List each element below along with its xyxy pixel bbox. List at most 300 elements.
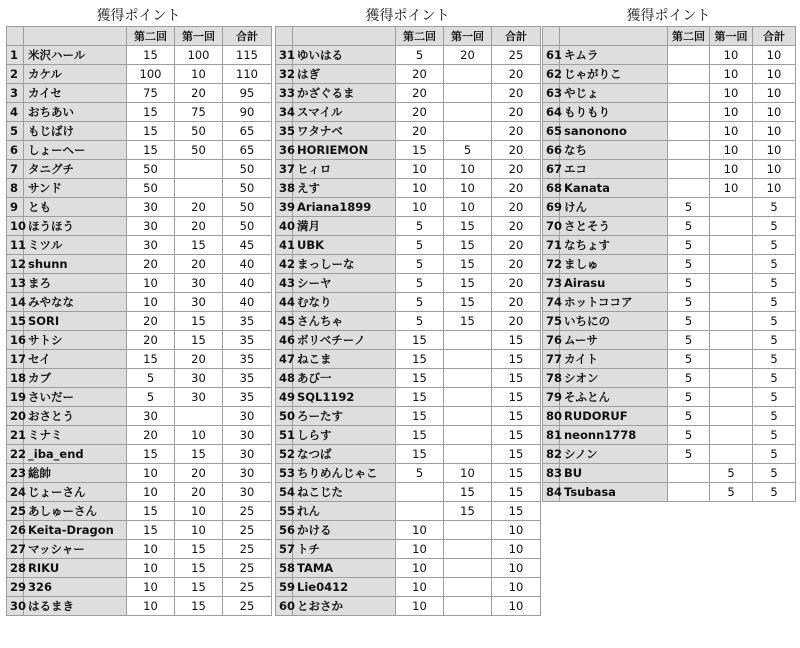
rank-cell: 54 — [276, 483, 293, 502]
total-cell: 90 — [223, 103, 272, 122]
total-cell: 15 — [492, 464, 541, 483]
table-row — [543, 369, 796, 388]
rank-cell: 23 — [7, 464, 24, 483]
round2-cell: 10 — [396, 578, 444, 597]
total-cell: 10 — [753, 141, 796, 160]
rank-header — [7, 27, 24, 46]
round1-cell: 15 — [175, 559, 223, 578]
round2-cell: 5 — [396, 274, 444, 293]
table-row — [7, 103, 272, 122]
rank-cell: 74 — [543, 293, 560, 312]
round2-cell: 15 — [396, 331, 444, 350]
rank-cell: 20 — [7, 407, 24, 426]
table-row — [276, 236, 541, 255]
total-cell: 40 — [223, 255, 272, 274]
rank-cell: 2 — [7, 65, 24, 84]
round2-cell: 20 — [396, 122, 444, 141]
round2-cell: 5 — [668, 255, 710, 274]
total-cell: 15 — [492, 388, 541, 407]
round2-cell: 20 — [396, 103, 444, 122]
round1-cell: 20 — [175, 84, 223, 103]
round2-cell: 10 — [127, 540, 175, 559]
rank-cell: 24 — [7, 483, 24, 502]
table-row — [7, 521, 272, 540]
panel-title: 獲得ポイント — [96, 8, 181, 24]
rank-cell: 16 — [7, 331, 24, 350]
rank-cell: 31 — [276, 46, 293, 65]
round2-cell: 5 — [396, 236, 444, 255]
round1-cell — [710, 350, 753, 369]
table-row — [543, 65, 796, 84]
total-cell: 5 — [753, 293, 796, 312]
total-cell: 10 — [492, 559, 541, 578]
table-row — [276, 407, 541, 426]
round1-cell: 10 — [710, 84, 753, 103]
name-cell: ろーたす — [293, 407, 396, 426]
name-cell: Tsubasa — [560, 483, 668, 502]
rank-cell: 6 — [7, 141, 24, 160]
table-header-row — [543, 27, 796, 46]
table-row — [276, 141, 541, 160]
round1-cell: 10 — [175, 502, 223, 521]
rank-cell: 21 — [7, 426, 24, 445]
table-row — [276, 483, 541, 502]
round2-cell: 15 — [127, 521, 175, 540]
round1-cell: 15 — [444, 255, 492, 274]
round1-cell — [710, 407, 753, 426]
total-cell: 25 — [223, 502, 272, 521]
round2-cell — [396, 502, 444, 521]
round2-cell: 10 — [396, 179, 444, 198]
name-cell: SORI — [24, 312, 127, 331]
name-cell: Ariana1899 — [293, 198, 396, 217]
round1-cell: 15 — [444, 274, 492, 293]
round1-cell: 10 — [444, 464, 492, 483]
name-cell: ヒィロ — [293, 160, 396, 179]
round2-cell: 5 — [668, 236, 710, 255]
table-row — [543, 255, 796, 274]
rank-cell: 61 — [543, 46, 560, 65]
round2-cell: 10 — [127, 597, 175, 616]
total-cell: 10 — [492, 521, 541, 540]
round2-cell: 5 — [668, 312, 710, 331]
name-cell: Kanata — [560, 179, 668, 198]
name-cell: サトシ — [24, 331, 127, 350]
round2-cell: 5 — [668, 198, 710, 217]
total-cell: 10 — [492, 578, 541, 597]
round1-cell: 15 — [175, 312, 223, 331]
name-cell: みやなな — [24, 293, 127, 312]
total-cell: 5 — [753, 388, 796, 407]
round1-cell: 10 — [710, 46, 753, 65]
round1-cell — [710, 426, 753, 445]
name-cell: えす — [293, 179, 396, 198]
table-row — [276, 84, 541, 103]
total-cell: 5 — [753, 407, 796, 426]
round2-header: 第二回 — [668, 27, 710, 46]
table-row — [7, 597, 272, 616]
table-row — [543, 464, 796, 483]
table-row — [7, 122, 272, 141]
total-cell: 30 — [223, 426, 272, 445]
round1-cell — [444, 578, 492, 597]
round2-cell — [668, 103, 710, 122]
name-cell: サンド — [24, 179, 127, 198]
table-row — [543, 160, 796, 179]
table-row — [276, 293, 541, 312]
round2-cell: 15 — [127, 350, 175, 369]
rank-cell: 35 — [276, 122, 293, 141]
rank-cell: 56 — [276, 521, 293, 540]
rank-cell: 70 — [543, 217, 560, 236]
total-cell: 45 — [223, 236, 272, 255]
round2-cell: 5 — [668, 331, 710, 350]
name-header — [293, 27, 396, 46]
table-row — [276, 350, 541, 369]
table-row — [543, 236, 796, 255]
round2-cell: 20 — [127, 331, 175, 350]
rank-cell: 47 — [276, 350, 293, 369]
points-panel-2 — [275, 0, 540, 616]
name-cell: そふとん — [560, 388, 668, 407]
rank-cell: 52 — [276, 445, 293, 464]
table-row — [543, 445, 796, 464]
total-cell: 20 — [492, 236, 541, 255]
total-cell: 25 — [223, 578, 272, 597]
total-cell: 40 — [223, 293, 272, 312]
table-header-row — [7, 27, 272, 46]
total-cell: 15 — [492, 502, 541, 521]
round2-header: 第二回 — [396, 27, 444, 46]
round2-cell: 10 — [396, 198, 444, 217]
round1-cell: 15 — [444, 217, 492, 236]
round2-cell: 30 — [127, 217, 175, 236]
name-cell: ホットココア — [560, 293, 668, 312]
round1-cell: 30 — [175, 274, 223, 293]
total-cell: 15 — [492, 407, 541, 426]
name-cell: けん — [560, 198, 668, 217]
table-row — [276, 578, 541, 597]
round1-cell: 10 — [444, 179, 492, 198]
total-cell: 5 — [753, 331, 796, 350]
round1-cell — [710, 445, 753, 464]
rank-cell: 7 — [7, 160, 24, 179]
table-row — [276, 331, 541, 350]
table-row — [276, 217, 541, 236]
total-cell: 50 — [223, 198, 272, 217]
round2-cell: 10 — [127, 464, 175, 483]
total-cell: 25 — [223, 559, 272, 578]
total-cell: 35 — [223, 350, 272, 369]
total-cell: 5 — [753, 369, 796, 388]
name-cell: セイ — [24, 350, 127, 369]
round2-cell: 5 — [668, 407, 710, 426]
name-cell: さとそう — [560, 217, 668, 236]
total-cell: 5 — [753, 350, 796, 369]
name-cell: ねこじた — [293, 483, 396, 502]
rank-cell: 82 — [543, 445, 560, 464]
name-cell: 満月 — [293, 217, 396, 236]
round1-cell — [710, 236, 753, 255]
round1-cell — [710, 388, 753, 407]
round2-cell: 15 — [396, 350, 444, 369]
round2-cell: 15 — [127, 502, 175, 521]
total-cell: 20 — [492, 65, 541, 84]
round1-cell: 15 — [175, 445, 223, 464]
points-table — [6, 26, 272, 616]
name-cell: Lie0412 — [293, 578, 396, 597]
rank-cell: 11 — [7, 236, 24, 255]
round2-cell: 5 — [396, 46, 444, 65]
rank-cell: 57 — [276, 540, 293, 559]
round1-cell — [444, 426, 492, 445]
total-cell: 5 — [753, 236, 796, 255]
rank-cell: 10 — [7, 217, 24, 236]
rank-cell: 14 — [7, 293, 24, 312]
rank-cell: 63 — [543, 84, 560, 103]
table-row — [276, 464, 541, 483]
total-cell: 15 — [492, 369, 541, 388]
name-cell: なち — [560, 141, 668, 160]
round2-cell: 10 — [127, 483, 175, 502]
round1-cell — [444, 407, 492, 426]
round1-cell: 15 — [444, 236, 492, 255]
total-cell: 50 — [223, 217, 272, 236]
round1-cell: 5 — [444, 141, 492, 160]
name-cell: シノン — [560, 445, 668, 464]
name-cell: カイト — [560, 350, 668, 369]
table-row — [276, 540, 541, 559]
name-cell: ワタナベ — [293, 122, 396, 141]
total-cell: 10 — [753, 179, 796, 198]
name-cell: ゆいはる — [293, 46, 396, 65]
round2-cell: 5 — [668, 388, 710, 407]
table-row — [543, 331, 796, 350]
round1-cell — [444, 445, 492, 464]
rank-cell: 40 — [276, 217, 293, 236]
table-row — [7, 293, 272, 312]
round1-cell: 10 — [710, 65, 753, 84]
name-cell: TAMA — [293, 559, 396, 578]
round1-cell — [175, 407, 223, 426]
round1-header: 第一回 — [444, 27, 492, 46]
rank-cell: 28 — [7, 559, 24, 578]
total-cell: 95 — [223, 84, 272, 103]
rank-cell: 39 — [276, 198, 293, 217]
rank-cell: 53 — [276, 464, 293, 483]
round2-cell: 5 — [396, 312, 444, 331]
panel-title: 獲得ポイント — [365, 8, 450, 24]
points-table — [542, 26, 796, 502]
rank-cell: 5 — [7, 122, 24, 141]
rank-cell: 81 — [543, 426, 560, 445]
round2-cell: 10 — [127, 274, 175, 293]
name-cell: キムラ — [560, 46, 668, 65]
table-row — [276, 559, 541, 578]
table-body — [7, 46, 272, 616]
name-cell: スマイル — [293, 103, 396, 122]
round1-cell: 5 — [710, 483, 753, 502]
rank-cell: 25 — [7, 502, 24, 521]
round1-cell: 15 — [175, 540, 223, 559]
name-cell: shunn — [24, 255, 127, 274]
round1-cell — [444, 559, 492, 578]
total-cell: 25 — [223, 540, 272, 559]
total-header: 合計 — [492, 27, 541, 46]
table-row — [276, 179, 541, 198]
name-cell: UBK — [293, 236, 396, 255]
name-cell: さいだー — [24, 388, 127, 407]
total-cell: 25 — [223, 521, 272, 540]
table-row — [7, 84, 272, 103]
rank-cell: 72 — [543, 255, 560, 274]
name-cell: なちょす — [560, 236, 668, 255]
name-cell: BU — [560, 464, 668, 483]
rank-cell: 76 — [543, 331, 560, 350]
name-cell: とも — [24, 198, 127, 217]
table-row — [7, 179, 272, 198]
table-row — [543, 483, 796, 502]
table-row — [543, 122, 796, 141]
rank-cell: 12 — [7, 255, 24, 274]
round1-cell — [710, 293, 753, 312]
round2-cell: 5 — [668, 369, 710, 388]
total-cell: 20 — [492, 312, 541, 331]
name-cell: カケル — [24, 65, 127, 84]
rank-cell: 15 — [7, 312, 24, 331]
round1-cell: 15 — [175, 236, 223, 255]
table-row — [276, 65, 541, 84]
round2-cell — [668, 483, 710, 502]
total-cell: 115 — [223, 46, 272, 65]
total-cell: 5 — [753, 217, 796, 236]
round2-cell: 10 — [396, 559, 444, 578]
table-row — [276, 502, 541, 521]
name-cell: 総帥 — [24, 464, 127, 483]
name-cell: ちりめんじゃこ — [293, 464, 396, 483]
total-cell: 110 — [223, 65, 272, 84]
round1-cell: 10 — [175, 521, 223, 540]
round1-header: 第一回 — [710, 27, 753, 46]
round1-cell: 10 — [710, 103, 753, 122]
rank-cell: 50 — [276, 407, 293, 426]
total-cell: 35 — [223, 388, 272, 407]
total-cell: 20 — [492, 160, 541, 179]
table-row — [7, 407, 272, 426]
round1-cell: 20 — [175, 464, 223, 483]
round2-cell: 10 — [127, 578, 175, 597]
table-row — [543, 293, 796, 312]
rank-cell: 71 — [543, 236, 560, 255]
rank-cell: 78 — [543, 369, 560, 388]
table-row — [276, 103, 541, 122]
points-panel-3 — [542, 0, 795, 502]
total-cell: 20 — [492, 84, 541, 103]
round1-cell: 5 — [710, 464, 753, 483]
table-body — [543, 46, 796, 502]
rank-cell: 41 — [276, 236, 293, 255]
table-body — [276, 46, 541, 616]
rank-cell: 58 — [276, 559, 293, 578]
name-cell: しょーへー — [24, 141, 127, 160]
table-row — [543, 198, 796, 217]
round2-cell: 5 — [396, 293, 444, 312]
round1-cell: 20 — [175, 255, 223, 274]
total-cell: 50 — [223, 160, 272, 179]
points-panel-1 — [6, 0, 271, 616]
round1-cell: 10 — [710, 141, 753, 160]
rank-cell: 79 — [543, 388, 560, 407]
name-cell: Airasu — [560, 274, 668, 293]
name-cell: SQL1192 — [293, 388, 396, 407]
round1-cell — [444, 540, 492, 559]
table-row — [543, 426, 796, 445]
name-cell: カブ — [24, 369, 127, 388]
table-row — [7, 141, 272, 160]
table-row — [543, 407, 796, 426]
round2-cell: 5 — [668, 293, 710, 312]
total-cell: 5 — [753, 445, 796, 464]
name-cell: おさとう — [24, 407, 127, 426]
table-row — [7, 502, 272, 521]
total-cell: 10 — [753, 84, 796, 103]
round2-cell — [668, 160, 710, 179]
table-row — [7, 198, 272, 217]
rank-cell: 51 — [276, 426, 293, 445]
table-row — [7, 217, 272, 236]
total-cell: 10 — [753, 122, 796, 141]
table-row — [276, 122, 541, 141]
rank-cell: 32 — [276, 65, 293, 84]
name-cell: まろ — [24, 274, 127, 293]
round1-cell — [444, 388, 492, 407]
rank-cell: 13 — [7, 274, 24, 293]
round1-cell: 15 — [444, 312, 492, 331]
round2-cell: 20 — [127, 312, 175, 331]
name-cell: タニグチ — [24, 160, 127, 179]
total-cell: 20 — [492, 141, 541, 160]
round2-cell — [668, 84, 710, 103]
rank-cell: 3 — [7, 84, 24, 103]
round1-cell: 15 — [175, 331, 223, 350]
round2-cell: 50 — [127, 179, 175, 198]
round2-cell: 20 — [127, 255, 175, 274]
total-cell: 65 — [223, 141, 272, 160]
round1-cell: 10 — [175, 426, 223, 445]
table-row — [7, 236, 272, 255]
round2-cell: 30 — [127, 407, 175, 426]
total-cell: 10 — [492, 540, 541, 559]
round2-cell: 5 — [396, 217, 444, 236]
name-cell: カイセ — [24, 84, 127, 103]
name-header — [560, 27, 668, 46]
round2-cell: 15 — [127, 46, 175, 65]
round1-cell — [444, 369, 492, 388]
table-header-row — [276, 27, 541, 46]
table-row — [543, 46, 796, 65]
round2-cell: 5 — [396, 255, 444, 274]
round2-cell: 15 — [396, 369, 444, 388]
round2-cell: 50 — [127, 160, 175, 179]
round2-cell — [396, 483, 444, 502]
round1-cell: 100 — [175, 46, 223, 65]
round1-cell — [710, 274, 753, 293]
total-cell: 15 — [492, 445, 541, 464]
total-cell: 10 — [753, 160, 796, 179]
rank-cell: 69 — [543, 198, 560, 217]
name-cell: シオン — [560, 369, 668, 388]
rank-cell: 34 — [276, 103, 293, 122]
